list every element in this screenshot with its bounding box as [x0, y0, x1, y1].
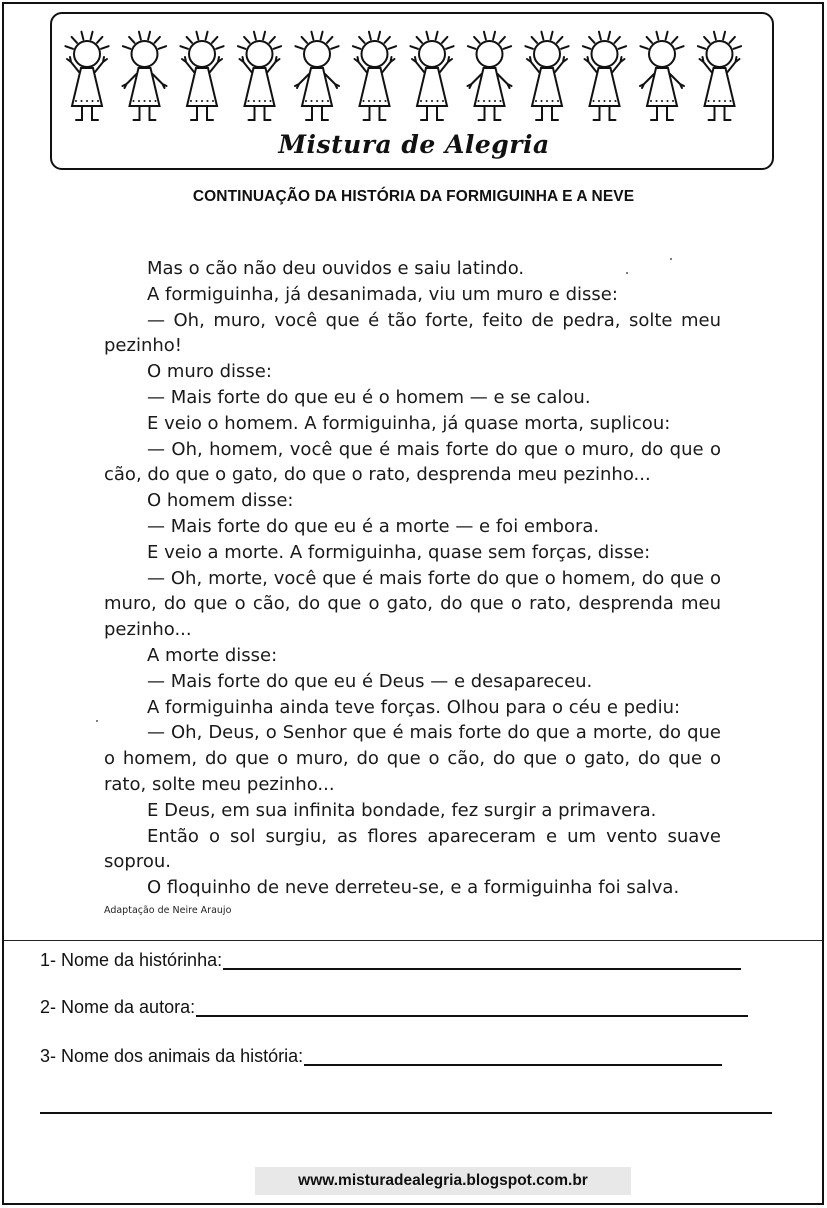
child-figure [468, 32, 512, 120]
child-figure [698, 32, 741, 120]
story-paragraph: A formiguinha, já desanimada, viu um muro e disse: [147, 283, 618, 305]
story-paragraph: O muro disse: [147, 361, 272, 383]
website-url: www.misturadealegria.blogspot.com.br [255, 1167, 631, 1195]
story-paragraph: A morte disse: [147, 644, 278, 666]
story-paragraph: Então o sol surgiu, as flores apareceram e um vento suave soprou. [104, 825, 721, 873]
question-2 [40, 997, 748, 1017]
child-figure [353, 32, 396, 120]
story-paragraph: O homem disse: [147, 490, 294, 512]
question-1-label: 1- Nome da histórinha: [40, 950, 223, 970]
story-paragraph: — Oh, morte, você que é mais forte do que o homem, do que o muro, do que o cão, do que o gato, do que o rato, desprenda meu pezinho... [104, 567, 721, 641]
question-3-answer-line[interactable] [304, 1048, 722, 1066]
story-text [104, 256, 721, 901]
question-3-label: 3- Nome dos animais da história: [40, 1046, 304, 1066]
question-1-answer-line[interactable] [223, 952, 741, 970]
child-figure [640, 32, 684, 120]
child-figure [295, 32, 339, 120]
story-paragraph: O floquinho de neve derreteu-se, e a formiguinha foi salva. [147, 877, 680, 899]
adaptation-credit: Adaptação de Neire Araujo [104, 905, 232, 916]
story-paragraph: — Oh, Deus, o Senhor que é mais forte do que a morte, do que o homem, do que o muro, do que o cão, do que o gato, do que o rato, solte meu pezinho... [104, 722, 721, 795]
child-figure [583, 32, 626, 120]
children-row-illustration [52, 14, 776, 132]
story-paragraph: E veio o homem. A formiguinha, já quase morta, suplicou: [147, 412, 671, 434]
question-1 [40, 950, 741, 970]
story-paragraph: Mas o cão não deu ouvidos e saiu latindo. [147, 258, 525, 279]
child-figure [410, 32, 453, 120]
story-paragraph: — Mais forte do que eu é a morte — e foi embora. [147, 515, 600, 537]
story-paragraph: — Oh, homem, você que é mais forte do que o muro, do que o cão, do que o gato, do que o rato, desprenda meu pezinho... [104, 438, 721, 486]
brand-title: Mistura de Alegria [278, 130, 550, 159]
section-divider [4, 940, 822, 941]
extra-answer-line[interactable] [40, 1112, 772, 1114]
print-speck [96, 720, 98, 722]
story-paragraph: — Mais forte do que eu é o homem — e se calou. [147, 386, 591, 408]
document-title: CONTINUAÇÃO DA HISTÓRIA DA FORMIGUINHA E A NEVE [192, 188, 635, 205]
print-speck [626, 272, 628, 274]
question-2-label: 2- Nome da autora: [40, 997, 196, 1017]
child-figure [65, 32, 108, 120]
child-figure [238, 32, 281, 120]
print-speck [670, 258, 672, 260]
header-banner [50, 12, 774, 170]
story-paragraph: E veio a morte. A formiguinha, quase sem forças, disse: [147, 541, 651, 563]
story-paragraph: — Mais forte do que eu é Deus — e desapareceu. [147, 670, 593, 692]
question-3 [40, 1046, 722, 1066]
child-figure [525, 32, 568, 120]
child-figure [180, 32, 223, 120]
question-2-answer-line[interactable] [196, 999, 748, 1017]
story-paragraph: — Oh, muro, você que é tão forte, feito de pedra, solte meu pezinho! [104, 309, 721, 357]
story-paragraph: A formiguinha ainda teve forças. Olhou para o céu e pediu: [147, 696, 681, 718]
child-figure [123, 32, 167, 120]
story-paragraph: E Deus, em sua infinita bondade, fez surgir a primavera. [147, 799, 657, 821]
